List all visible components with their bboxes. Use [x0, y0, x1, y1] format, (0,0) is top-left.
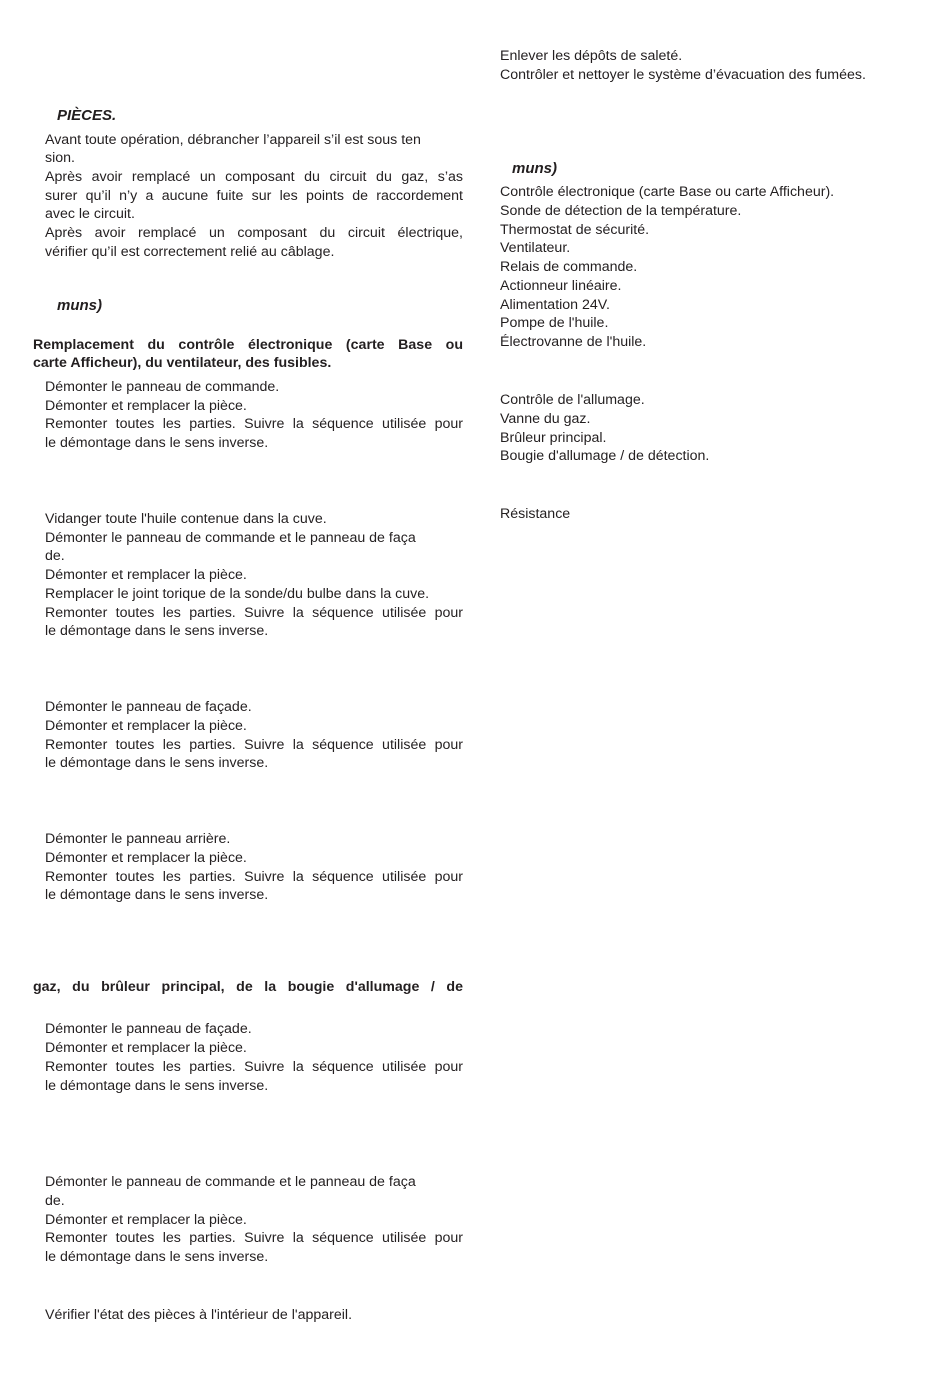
text-line: Démonter le panneau arrière.: [45, 831, 231, 847]
list-item: Ventilateur.: [500, 240, 571, 256]
text-line: le démontage dans le sens inverse.: [45, 755, 269, 771]
list-item: Actionneur linéaire.: [500, 278, 622, 294]
text-line: Démonter et remplacer la pièce.: [45, 1040, 247, 1056]
list-item: Électrovanne de l'huile.: [500, 334, 647, 350]
text-line: vérifier qu’il est correctement relié au câblage.: [45, 244, 335, 260]
list-item: Vanne du gaz.: [500, 411, 591, 427]
text-line: le démontage dans le sens inverse.: [45, 1249, 269, 1265]
list-item: Contrôle électronique (carte Base ou carte Afficheur).: [500, 184, 835, 200]
text-line: Démonter et remplacer la pièce.: [45, 567, 247, 583]
text-line: le démontage dans le sens inverse.: [45, 435, 269, 451]
list-item: Alimentation 24V.: [500, 297, 610, 313]
section-title: Remplacement du contrôle électronique (carte Base ou: [33, 337, 463, 353]
list-item: Relais de commande.: [500, 259, 638, 275]
text-line: le démontage dans le sens inverse.: [45, 887, 269, 903]
list-item: Sonde de détection de la température.: [500, 203, 742, 219]
list-item: Bougie d'allumage / de détection.: [500, 448, 710, 464]
list-item: Résistance: [500, 506, 571, 522]
text-line: Démonter le panneau de commande.: [45, 379, 280, 395]
text-line: Vidanger toute l'huile contenue dans la cuve.: [45, 511, 327, 527]
text-line: Après avoir remplacé un composant du circuit électrique,: [45, 225, 463, 241]
text-line: de.: [45, 1193, 65, 1209]
text-line: Avant toute opération, débrancher l’appareil s’il est sous ten: [45, 132, 421, 148]
text-line: Remonter toutes les parties. Suivre la séquence utilisée pour: [45, 869, 463, 885]
muns-right-heading: muns): [512, 160, 557, 177]
text-line: le démontage dans le sens inverse.: [45, 1078, 269, 1094]
text-line: Après avoir remplacé un composant du circuit du gaz, s’as: [45, 169, 463, 185]
text-line: Démonter le panneau de façade.: [45, 1021, 252, 1037]
section-title: gaz, du brûleur principal, de la bougie d'allumage / de: [33, 979, 463, 995]
list-item: Pompe de l'huile.: [500, 315, 609, 331]
text-line: Vérifier l'état des pièces à l'intérieur de l'appareil.: [45, 1307, 353, 1323]
pieces-heading: PIÈCES.: [57, 107, 117, 124]
text-line: Remonter toutes les parties. Suivre la séquence utilisée pour: [45, 1059, 463, 1075]
muns-left-heading: muns): [57, 297, 102, 314]
text-line: Remonter toutes les parties. Suivre la séquence utilisée pour: [45, 416, 463, 432]
text-line: surer qu’il n’y a aucune fuite sur les points de raccordement: [45, 188, 463, 204]
text-line: Remonter toutes les parties. Suivre la séquence utilisée pour: [45, 737, 463, 753]
text-line: Remonter toutes les parties. Suivre la séquence utilisée pour: [45, 605, 463, 621]
text-line: Démonter et remplacer la pièce.: [45, 398, 247, 414]
right-top-line-2: Contrôler et nettoyer le système d’évacuation des fumées.: [500, 67, 866, 83]
list-item: Thermostat de sécurité.: [500, 222, 650, 238]
list-item: Contrôle de l'allumage.: [500, 392, 645, 408]
right-top-line-1: Enlever les dépôts de saleté.: [500, 48, 683, 64]
text-line: de.: [45, 548, 65, 564]
text-line: Démonter et remplacer la pièce.: [45, 1212, 247, 1228]
text-line: le démontage dans le sens inverse.: [45, 623, 269, 639]
text-line: sion.: [45, 150, 75, 166]
text-line: Démonter et remplacer la pièce.: [45, 850, 247, 866]
section-title: carte Afficheur), du ventilateur, des fusibles.: [33, 355, 332, 371]
text-line: Démonter le panneau de commande et le panneau de faça: [45, 530, 416, 546]
text-line: Démonter et remplacer la pièce.: [45, 718, 247, 734]
list-item: Brûleur principal.: [500, 430, 607, 446]
text-line: Démonter le panneau de commande et le panneau de faça: [45, 1174, 416, 1190]
text-line: avec le circuit.: [45, 206, 135, 222]
text-line: Remplacer le joint torique de la sonde/du bulbe dans la cuve.: [45, 586, 430, 602]
text-line: Remonter toutes les parties. Suivre la séquence utilisée pour: [45, 1230, 463, 1246]
text-line: Démonter le panneau de façade.: [45, 699, 252, 715]
